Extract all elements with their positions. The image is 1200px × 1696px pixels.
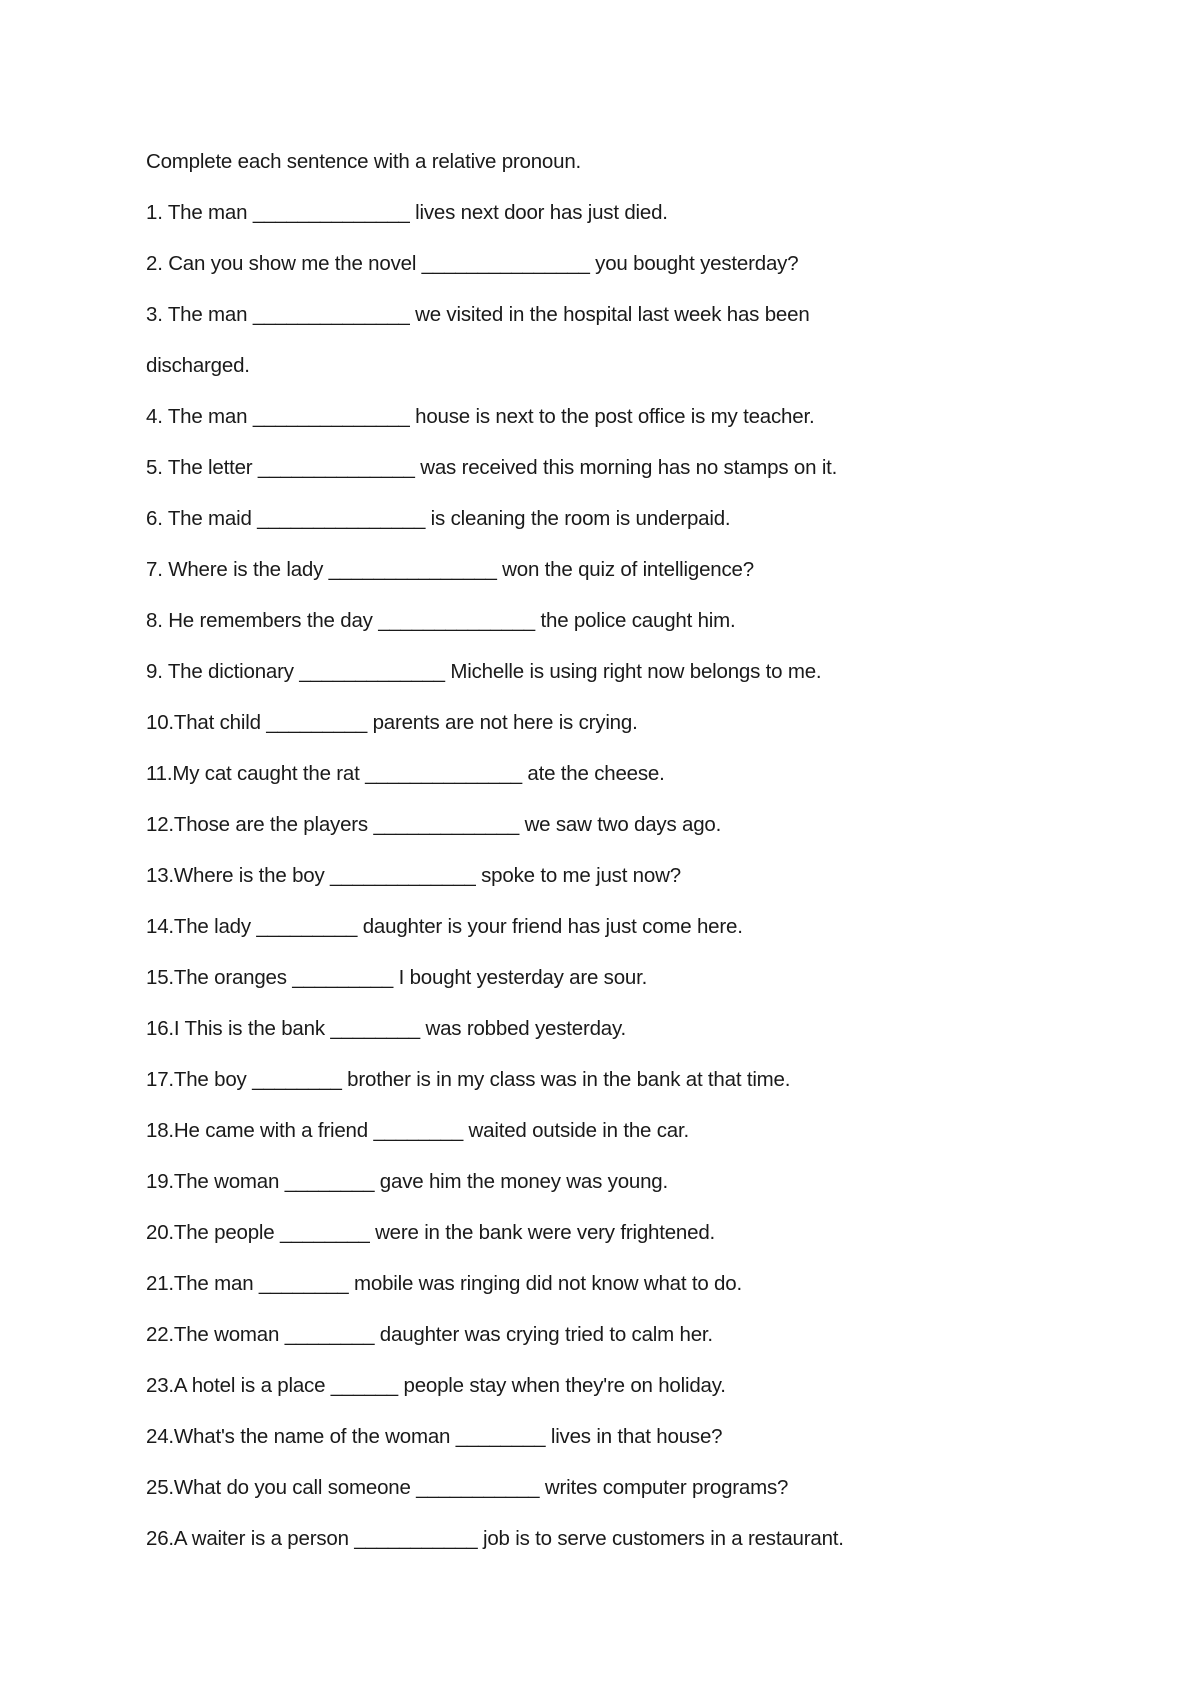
sentence-line-14: 14.The lady _________ daughter is your friend has just come here. (146, 915, 743, 938)
sentence-line-12: 12.Those are the players _____________ we saw two days ago. (146, 813, 722, 836)
sentence-line-22: 22.The woman ________ daughter was crying tried to calm her. (146, 1323, 713, 1346)
sentence-line-26: 26.A waiter is a person ___________ job is to serve customers in a restaurant. (146, 1527, 844, 1550)
sentence-line-23: 23.A hotel is a place ______ people stay when they're on holiday. (146, 1374, 726, 1397)
sentence-line-6: 6. The maid _______________ is cleaning the room is underpaid. (146, 507, 731, 530)
sentence-line-17: 17.The boy ________ brother is in my class was in the bank at that time. (146, 1068, 791, 1091)
sentence-line-1: 1. The man ______________ lives next door has just died. (146, 201, 668, 224)
sentence-line-11: 11.My cat caught the rat ______________ ate the cheese. (146, 762, 665, 785)
sentence-line-24: 24.What's the name of the woman ________ lives in that house? (146, 1425, 723, 1448)
sentence-line-16: 16.I This is the bank ________ was robbed yesterday. (146, 1017, 627, 1040)
sentence-line-9: 9. The dictionary _____________ Michelle is using right now belongs to me. (146, 660, 822, 683)
sentence-line-3: 3. The man ______________ we visited in the hospital last week has been (146, 303, 810, 326)
worksheet-content (146, 146, 1146, 1574)
sentence-line-20: 20.The people ________ were in the bank were very frightened. (146, 1221, 716, 1244)
instruction-text: Complete each sentence with a relative pronoun. (146, 150, 582, 173)
sentence-line-13: 13.Where is the boy _____________ spoke to me just now? (146, 864, 681, 887)
sentence-line-3-continued: discharged. (146, 354, 250, 377)
sentence-line-7: 7. Where is the lady _______________ won the quiz of intelligence? (146, 558, 754, 581)
sentence-line-10: 10.That child _________ parents are not here is crying. (146, 711, 638, 734)
sentence-line-19: 19.The woman ________ gave him the money was young. (146, 1170, 668, 1193)
sentence-line-25: 25.What do you call someone ___________ writes computer programs? (146, 1476, 789, 1499)
sentence-line-21: 21.The man ________ mobile was ringing did not know what to do. (146, 1272, 742, 1295)
sentence-line-5: 5. The letter ______________ was received this morning has no stamps on it. (146, 456, 838, 479)
sentence-line-18: 18.He came with a friend ________ waited outside in the car. (146, 1119, 689, 1142)
sentence-line-2: 2. Can you show me the novel _______________ you bought yesterday? (146, 252, 799, 275)
sentence-line-4: 4. The man ______________ house is next to the post office is my teacher. (146, 405, 815, 428)
sentence-line-15: 15.The oranges _________ I bought yesterday are sour. (146, 966, 648, 989)
sentence-line-8: 8. He remembers the day ______________ the police caught him. (146, 609, 736, 632)
